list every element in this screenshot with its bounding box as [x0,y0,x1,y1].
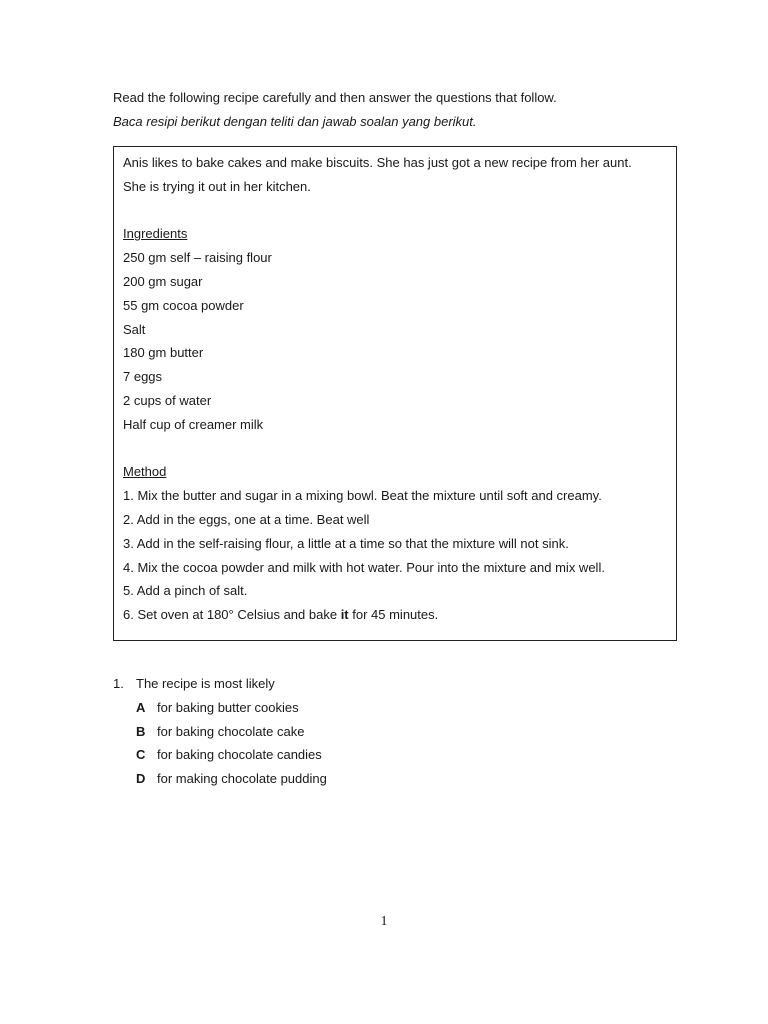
option-text: for baking butter cookies [157,699,299,715]
instruction-malay: Baca resipi berikut dengan teliti dan jawab soalan yang berikut. [113,114,477,129]
option-letter: A [136,699,146,715]
method-step-text: 6. Set oven at 180° Celsius and bake [123,607,341,623]
ingredient-item: 2 cups of water [123,392,212,408]
method-step: 1. Mix the butter and sugar in a mixing bowl. Beat the mixture until soft and creamy. [123,488,602,504]
question-stem: The recipe is most likely [136,676,275,691]
ingredient-item: 55 gm cocoa powder [123,297,244,313]
spacer [123,437,670,461]
method-step: 2. Add in the eggs, one at a time. Beat well [123,511,370,527]
ingredients-heading: Ingredients [123,226,188,242]
method-heading: Method [123,464,167,480]
option-text: for making chocolate pudding [157,771,327,787]
method-step-text: for 45 minutes. [348,607,439,623]
option-letter: C [136,747,146,763]
passage-intro-line: She is trying it out in her kitchen. [123,178,311,194]
spacer [123,199,670,223]
recipe-passage-box [113,146,677,641]
option-letter: B [136,723,146,739]
option-text: for baking chocolate cake [157,723,305,739]
ingredient-item: 250 gm self – raising flour [123,250,272,266]
question-number: 1. [113,676,124,691]
passage-intro-line: Anis likes to bake cakes and make biscuits. She has just got a new recipe from her aunt. [123,155,632,170]
ingredient-item: Salt [123,321,146,337]
method-step [123,603,670,627]
ingredient-item: 7 eggs [123,369,163,385]
instruction-english: Read the following recipe carefully and then answer the questions that follow. [113,90,557,105]
ingredient-item: 200 gm sugar [123,273,203,289]
page-number: 1 [380,914,388,929]
ingredient-item: 180 gm butter [123,345,204,361]
method-step: 4. Mix the cocoa powder and milk with hot water. Pour into the mixture and mix well. [123,559,605,575]
ingredient-item: Half cup of creamer milk [123,416,264,432]
option-text: for baking chocolate candies [157,747,322,763]
option-letter: D [136,771,146,787]
method-step-bold-word: it [340,607,349,623]
method-step: 5. Add a pinch of salt. [123,583,248,599]
method-step: 3. Add in the self-raising flour, a little at a time so that the mixture will not sink. [123,535,569,551]
